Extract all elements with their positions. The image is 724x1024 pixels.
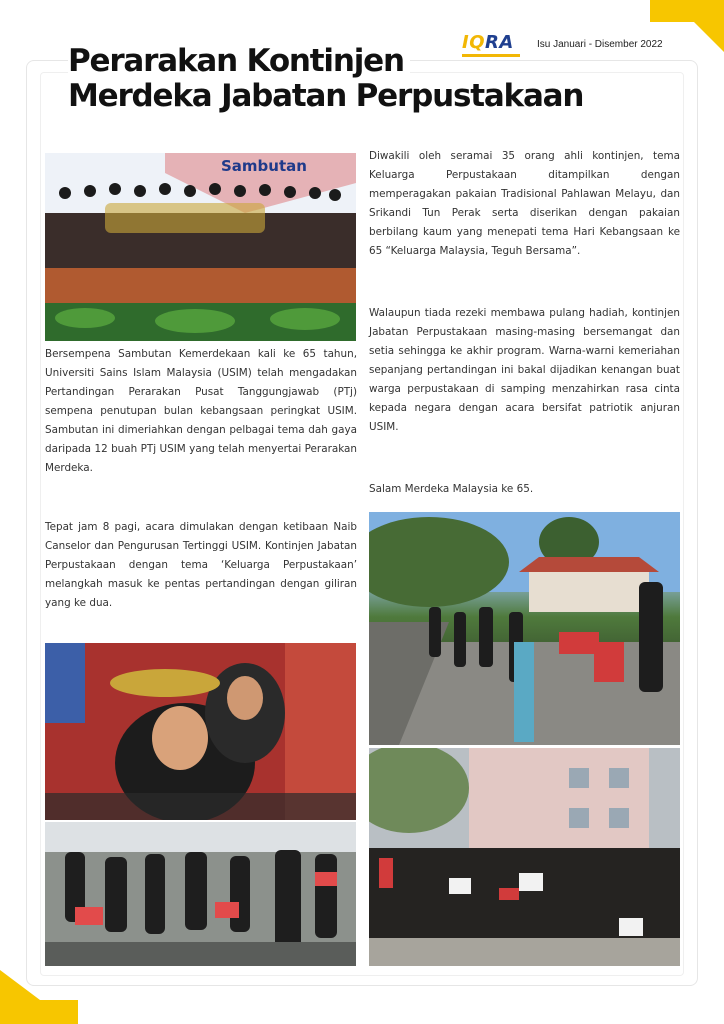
photo-group-flags [45,822,356,966]
logo-underline [462,54,520,57]
title-line-1: Perarakan Kontinjen [68,44,410,79]
paragraph-contingent: Diwakili oleh seramai 35 orang ahli kontinjen, tema Keluarga Perpustakaan ditampilkan dengan memperagakan pakaian Tradisional Pahlawan Melayu, dan Srikandi Tun Perak serta diserikan dengan pakaian berbilang kaum yang menepati tema Hari Kebangsaan ke 65 “Keluarga Malaysia, Teguh Bersama”. [369,150,680,257]
issue-label: Isu Januari - Disember 2022 [537,39,663,50]
logo-prefix: IQ [462,32,485,53]
paragraph-spirit: Walaupun tiada rezeki membawa pulang hadiah, kontinjen Jabatan Perpustakaan masing-masing bersemangat dan setia sehingga ke akhir program. Warna-warni kemeriahan sepanjang pertandingan ini bakal dijadikan kenangan buat warga perpustakaan di samping menzahirkan rasa cinta kepada negara dengan acara bersifat patriotik anjuran USIM. [369,307,680,433]
photo-stage-group [45,153,356,341]
iqra-logo [462,34,524,58]
paragraph-closing: Salam Merdeka Malaysia ke 65. [369,483,534,495]
article-title [68,44,668,114]
photo-parade-building-art [369,748,680,966]
paragraph-intro: Bersempena Sambutan Kemerdekaan kali ke 65 tahun, Universiti Sains Islam Malaysia (USIM) telah mengadakan Pertandingan Perarakan Pusat Tanggungjawab (PTj) sempena penutupan bulan kebangsaan peringkat USIM. Sambutan ini dimeriahkan dengan pelbagai tema dah gaya daripada 12 buah PTj USIM yang telah menyertai Perarakan Merdeka. [45,348,357,474]
photo-stage-group-art [45,153,356,341]
title-line-2: Merdeka Jabatan Perpustakaan [68,79,589,114]
logo-suffix: RA [485,32,514,53]
photo-banner-text: Sambutan [221,157,307,175]
photo-parade-street-art [369,512,680,745]
photo-selfie-audience-art [45,643,356,820]
paragraph-opening: Tepat jam 8 pagi, acara dimulakan dengan ketibaan Naib Canselor dan Pengurusan Tertinggi USIM. Kontinjen Jabatan Perpustakaan dengan tema ‘Keluarga Perpustakaan’ melangkah masuk ke pentas pertandingan dengan giliran yang ke dua. [45,521,357,609]
photo-selfie-audience [45,643,356,820]
photo-group-flags-art [45,822,356,966]
photo-parade-building [369,748,680,966]
photo-parade-street [369,512,680,745]
